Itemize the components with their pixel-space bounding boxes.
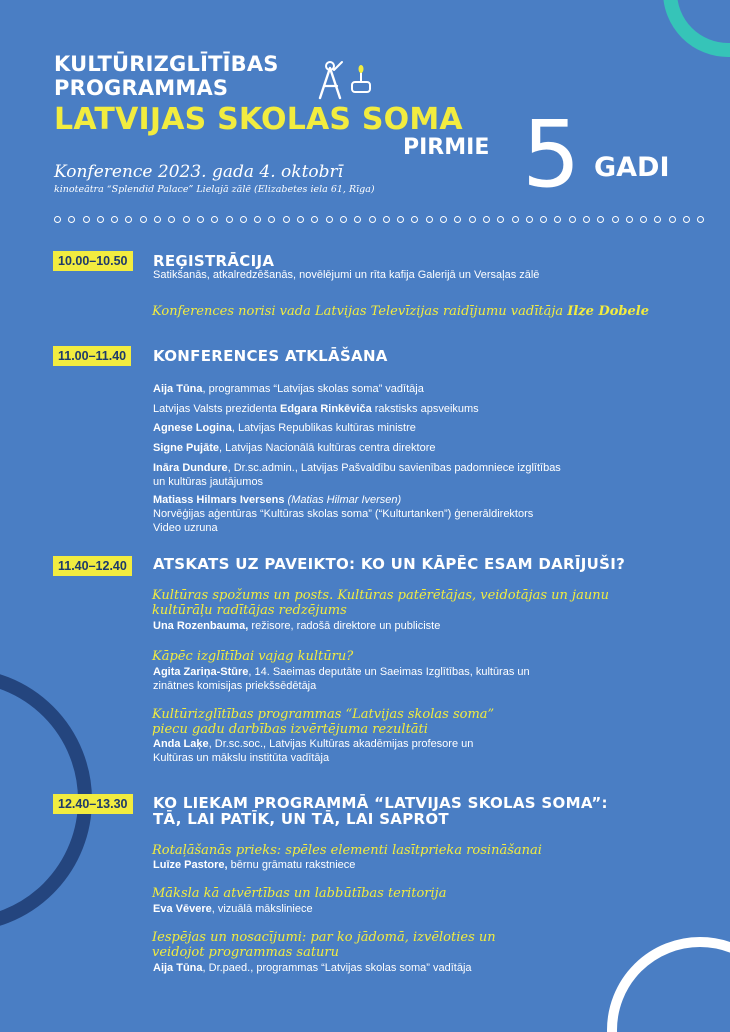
speaker-line: Signe Pujāte, Latvijas Nacionālā kultūras centra direktore bbox=[153, 442, 436, 454]
pirmie-text: PIRMIE bbox=[403, 135, 490, 160]
program-name: LATVIJAS SKOLAS SOMA bbox=[54, 102, 463, 137]
logo-icon bbox=[312, 58, 376, 104]
section-title-program: KO LIEKAM PROGRAMMĀ “LATVIJAS SKOLAS SOMA”: bbox=[153, 794, 608, 812]
registration-desc: Satikšanās, atkalredzēšanās, novēlējumi un rīta kafija Galerijā un Versaļas zālē bbox=[153, 269, 540, 281]
time-badge-program: 12.40–13.30 bbox=[53, 794, 133, 814]
conference-date: Konference 2023. gada 4. oktobrī bbox=[54, 162, 344, 182]
talk-title: Māksla kā atvērtības un labbūtības teritorija bbox=[152, 886, 447, 901]
talk-speaker: Anda Laķe, Dr.sc.soc., Latvijas Kultūras akadēmijas profesore un bbox=[153, 738, 474, 750]
time-badge-review: 11.40–12.40 bbox=[53, 556, 132, 576]
section-title-registration: REĢISTRĀCIJA bbox=[153, 252, 275, 270]
talk-title: piecu gadu darbības izvērtējuma rezultāti bbox=[152, 722, 428, 737]
section-title-review: ATSKATS UZ PAVEIKTO: KO UN KĀPĒC ESAM DARĪJUŠI? bbox=[153, 555, 626, 573]
program-title-line2: PROGRAMMAS bbox=[54, 76, 229, 100]
dotted-divider bbox=[54, 216, 704, 223]
speaker-line: Latvijas Valsts prezidenta Edgara Rinkēviča rakstisks apsveikums bbox=[153, 403, 479, 415]
time-badge-opening: 11.00–11.40 bbox=[53, 346, 131, 366]
conference-venue: kinoteātra “Splendid Palace” Lielajā zālē (Elizabetes iela 61, Rīga) bbox=[54, 184, 375, 195]
speaker-line-cont: un kultūras jautājumos bbox=[153, 476, 264, 488]
teal-ring bbox=[670, 0, 730, 50]
speaker-line-cont: Video uzruna bbox=[153, 522, 218, 534]
talk-title: veidojot programmas saturu bbox=[152, 945, 340, 960]
speaker-line: Aija Tūna, programmas “Latvijas skolas soma” vadītāja bbox=[153, 383, 424, 395]
white-ring bbox=[612, 942, 730, 1032]
talk-speaker: Aija Tūna, Dr.paed., programmas “Latvijas skolas soma” vadītāja bbox=[153, 962, 472, 974]
talk-title: Kultūrizglītības programmas “Latvijas skolas soma” bbox=[152, 707, 495, 722]
speaker-line-cont: Norvēģijas aģentūras “Kultūras skolas soma” (“Kulturtanken”) ģenerāldirektors bbox=[153, 508, 534, 520]
talk-title: Rotaļāšanās prieks: spēles elementi lasītprieka rosināšanai bbox=[152, 843, 542, 858]
talk-speaker: Eva Vēvere, vizuālā māksliniece bbox=[153, 903, 313, 915]
talk-title: Kultūras spožums un posts. Kultūras patērētājas, veidotājas un jaunu bbox=[152, 588, 609, 603]
talk-title: kultūrāļu radītājas redzējums bbox=[152, 603, 347, 618]
talk-speaker: Agita Zariņa-Stūre, 14. Saeimas deputāte un Saeimas Izglītības, kultūras un bbox=[153, 666, 530, 678]
host-note: Konferences norisi vada Latvijas Televīzijas raidījumu vadītāja Ilze Dobele bbox=[152, 304, 649, 319]
speaker-line: Ināra Dundure, Dr.sc.admin., Latvijas Pašvaldību savienības padomniece izglītības bbox=[153, 462, 561, 474]
speaker-line: Agnese Logina, Latvijas Republikas kultūras ministre bbox=[153, 422, 416, 434]
five-numeral: 5 bbox=[522, 101, 581, 208]
talk-speaker-cont: zinātnes komisijas priekšsēdētāja bbox=[153, 680, 317, 692]
talk-speaker: Una Rozenbauma, režisore, radošā direktore un publiciste bbox=[153, 620, 441, 632]
section-title-program-line2: TĀ, LAI PATĪK, UN TĀ, LAI SAPROT bbox=[153, 810, 449, 828]
section-title-opening: KONFERENCES ATKLĀŠANA bbox=[153, 347, 388, 365]
talk-title: Iespējas un nosacījumi: par ko jādomā, izvēloties un bbox=[152, 930, 496, 945]
talk-speaker-cont: Kultūras un mākslu institūta vadītāja bbox=[153, 752, 330, 764]
host-name: Ilze Dobele bbox=[567, 304, 649, 319]
talk-title: Kāpēc izglītībai vajag kultūru? bbox=[152, 649, 354, 664]
program-title-line1: KULTŪRIZGLĪTĪBAS bbox=[54, 52, 279, 76]
talk-speaker: Luīze Pastore, bērnu grāmatu rakstniece bbox=[153, 859, 356, 871]
speaker-line: Matiass Hilmars Iversens (Matias Hilmar Iversen) bbox=[153, 494, 402, 506]
time-badge-registration: 10.00–10.50 bbox=[53, 251, 133, 271]
gadi-text: GADI bbox=[594, 152, 670, 183]
